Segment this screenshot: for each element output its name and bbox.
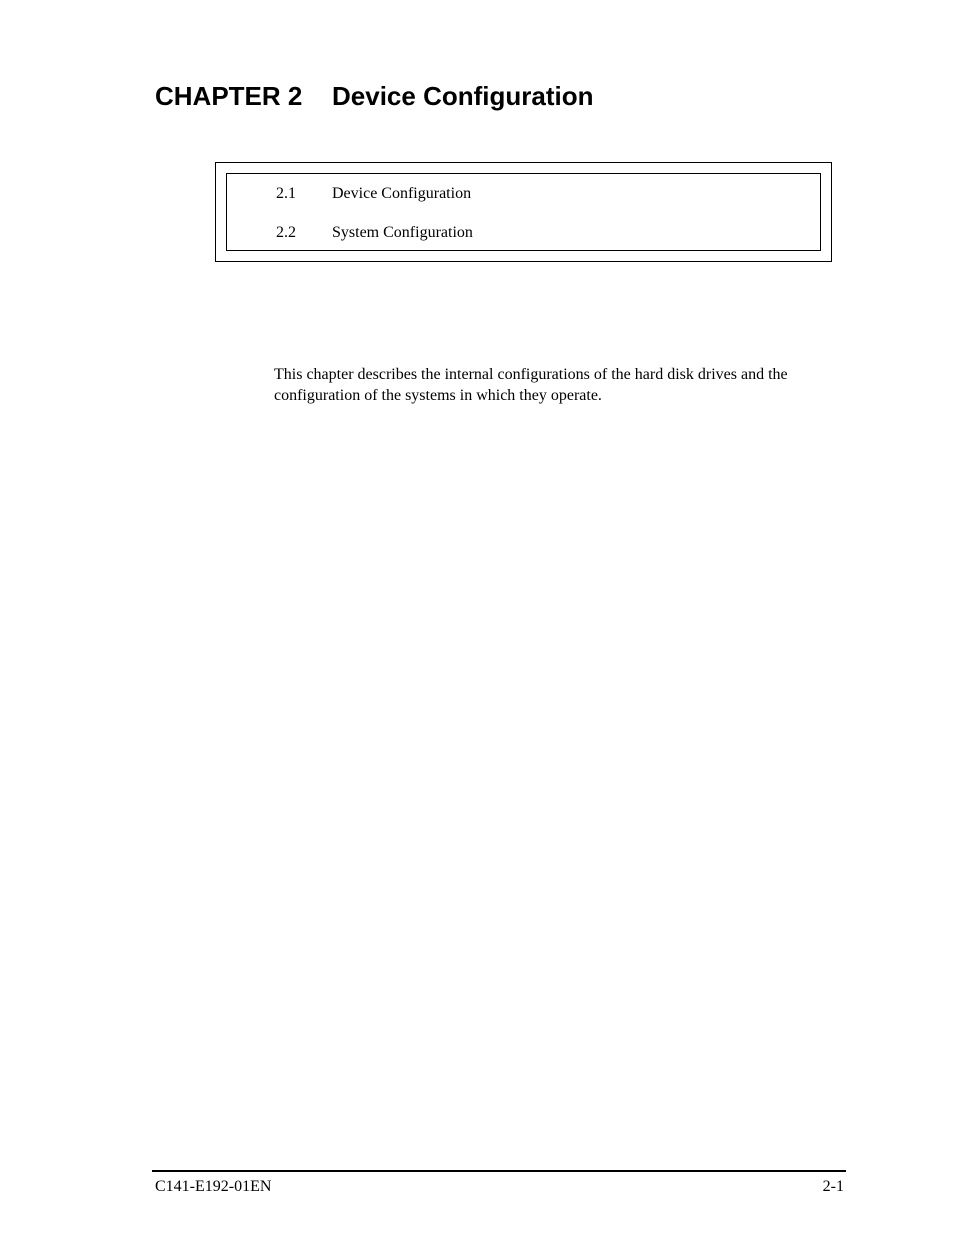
chapter-title: Device Configuration (332, 81, 594, 111)
chapter-contents-box (215, 162, 832, 262)
toc-entry-2-2 (276, 223, 473, 243)
toc-entry-2-1 (276, 184, 471, 204)
chapter-contents-inner-frame (226, 173, 821, 251)
footer-document-id: C141-E192-01EN (155, 1178, 272, 1195)
footer-page-number: 2-1 (822, 1178, 844, 1195)
toc-entry-number: 2.2 (276, 224, 296, 241)
chapter-heading (155, 79, 593, 113)
toc-entry-title: Device Configuration (332, 185, 472, 202)
toc-entry-title: System Configuration (332, 224, 473, 241)
toc-entry-number: 2.1 (276, 185, 296, 202)
chapter-label: CHAPTER 2 (155, 81, 303, 111)
footer-divider (152, 1170, 846, 1172)
intro-paragraph: This chapter describes the internal configurations of the hard disk drives and the configuration of the systems in which they operate. (274, 366, 788, 404)
